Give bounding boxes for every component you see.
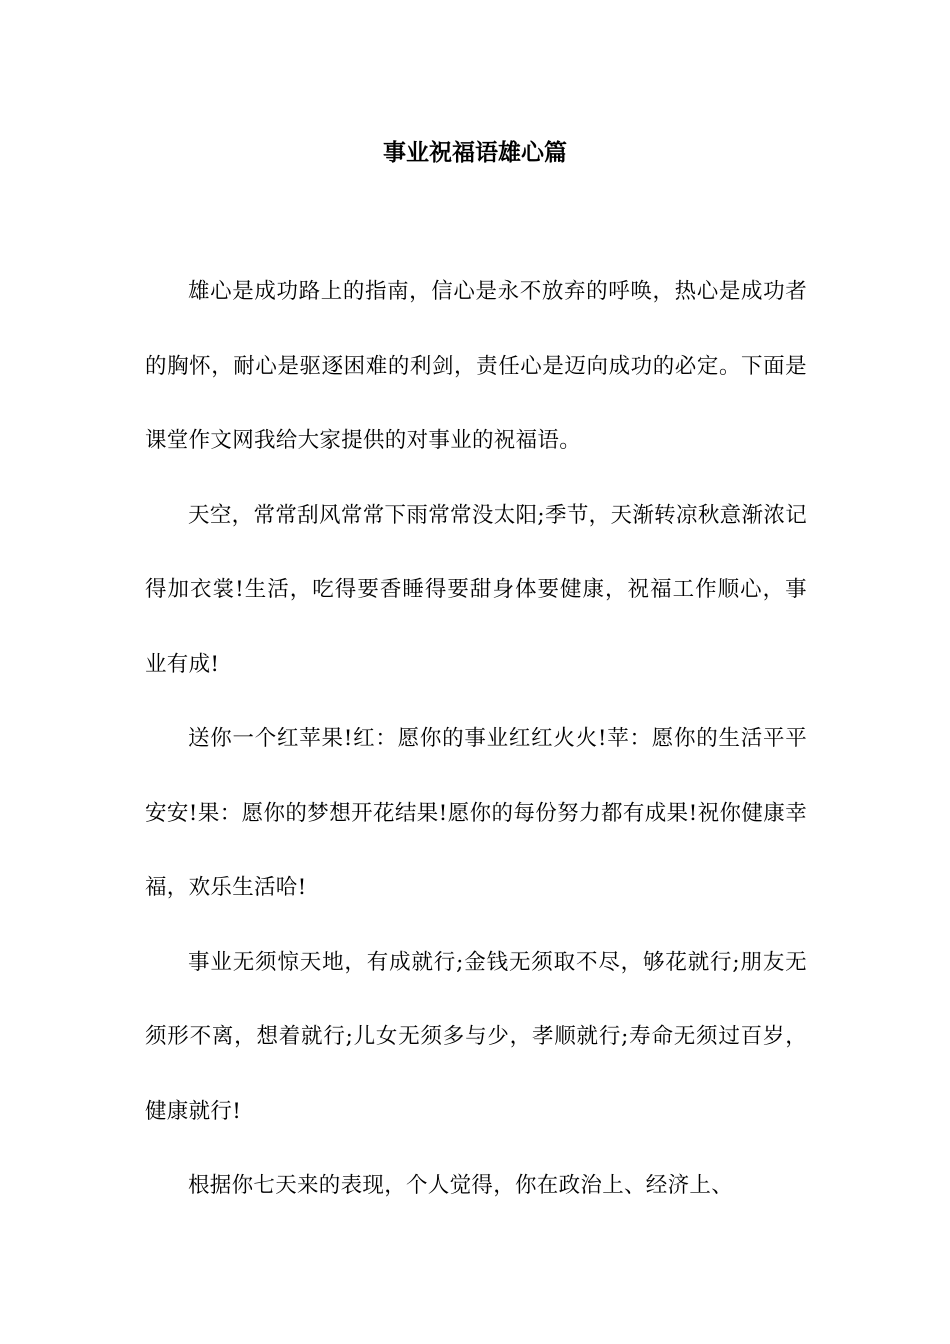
paragraph-5: 根据你七天来的表现，个人觉得，你在政治上、经济上、 <box>188 1173 734 1198</box>
document-title: 事业祝福语雄心篇 <box>383 139 567 166</box>
paragraph-2: 天空，常常刮风常常下雨常常没太阳;季节，天渐转凉秋意渐浓记得加衣裳!生活，吃得要香睡得要甜身体要健康，祝福工作顺心，事业有成! <box>145 502 807 677</box>
paragraph-1: 雄心是成功路上的指南，信心是永不放弃的呼唤，热心是成功者的胸怀，耐心是驱逐困难的利剑，责任心是迈向成功的必定。下面是课堂作文网我给大家提供的对事业的祝福语。 <box>145 279 807 453</box>
document-body <box>145 255 807 1224</box>
paragraph-4: 事业无须惊天地，有成就行;金钱无须取不尽，够花就行;朋友无须形不离，想着就行;儿女无须多与少，孝顺就行;寿命无须过百岁，健康就行! <box>145 949 807 1124</box>
paragraph-3: 送你一个红苹果!红：愿你的事业红红火火!苹：愿你的生活平平安安!果：愿你的梦想开花结果!愿你的每份努力都有成果!祝你健康幸福，欢乐生活哈! <box>145 726 807 900</box>
